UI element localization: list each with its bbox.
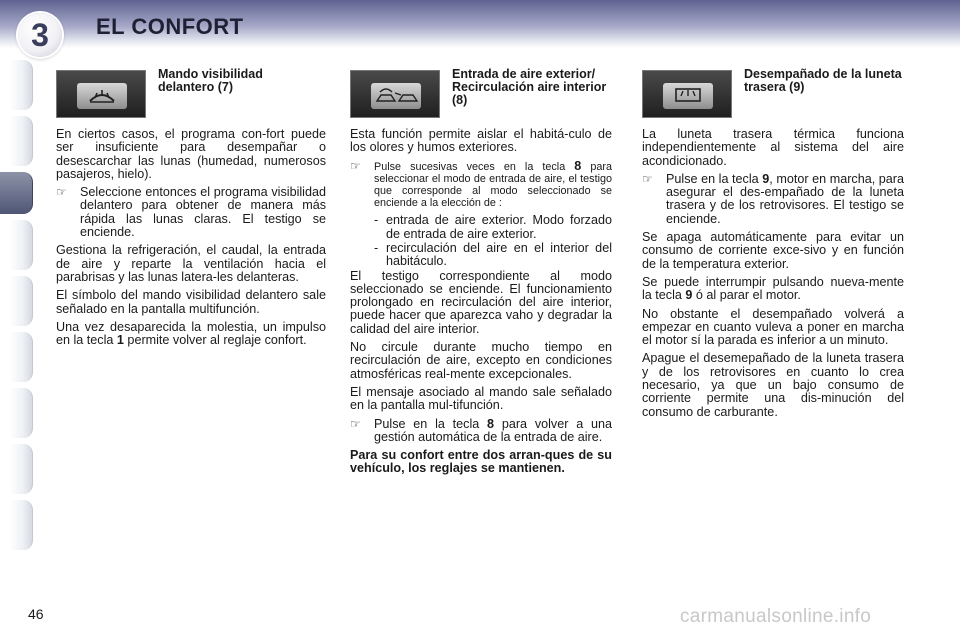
side-tab-1[interactable]: [10, 60, 33, 110]
section-heading: Entrada de aire exterior/ Recirculación aire interior (8): [452, 67, 607, 107]
side-tab-4[interactable]: [10, 220, 33, 270]
option-item: [374, 214, 612, 241]
rear-window-demist-icon: [642, 70, 732, 118]
paragraph: La luneta trasera térmica funciona independientemente al sistema del aire acondicionado.: [642, 127, 904, 168]
paragraph: No obstante el desempañado volverá a empezar en cuanto vuleva a poner en marcha el motor sí la parada es inferior a un minuto.: [642, 306, 904, 348]
side-tab-9[interactable]: [10, 500, 33, 550]
pointing-hand-icon: ☞: [56, 185, 67, 200]
air-recirculation-icon: [350, 70, 440, 118]
key-number: 8: [487, 416, 495, 431]
paragraph: Gestiona la refrigeración, el caudal, la entrada de aire y reparte la ventilación hacia el parabrisas y las lunas latera-les delanteras.: [56, 243, 326, 284]
text-fragment: Pulse sucesivas veces en la tecla: [374, 160, 575, 173]
paragraph: [642, 276, 904, 303]
section-body: [642, 128, 904, 424]
side-tab-3-active[interactable]: [0, 172, 33, 214]
key-number: 8: [574, 158, 582, 173]
key-number: 1: [116, 333, 124, 348]
paragraph: El símbolo del mando visibilidad delantero sale señalado en la pantalla multifunción.: [56, 288, 326, 316]
chapter-number-badge: [18, 13, 62, 57]
windscreen-symbol: [57, 71, 147, 119]
section-body: [350, 128, 612, 481]
paragraph: Se apaga automáticamente para evitar un consumo de corriente exce-sivo y en función de la temperatura exterior.: [642, 230, 904, 271]
bullet-text: [374, 160, 612, 210]
paragraph: En ciertos casos, el programa con-fort puede ser insuficiente para desempañar o desescarchar las lunas (humedad, numerosos pasajeros, hielo).: [56, 127, 326, 181]
text-fragment: ó al parar el motor.: [692, 288, 801, 303]
side-tab-5[interactable]: [10, 276, 33, 326]
instruction-bullet: [642, 173, 904, 226]
text-fragment: Una vez desaparecida la molestia, un impulso en la tecla: [56, 319, 326, 348]
pointing-hand-icon: ☞: [642, 171, 653, 186]
instruction-bullet: [350, 418, 612, 445]
watermark: carmanualsonline.info: [680, 606, 872, 627]
rear-window-symbol: [643, 71, 733, 119]
option-text: recirculación del aire en el interior del habitáculo.: [386, 241, 612, 269]
note-paragraph: El testigo correspondiente al modo seleccionado se enciende. El funcionamiento prolongado en recirculación del aire interior, puede hacer que aparezca vaho y degradar la calidad del aire interior.: [350, 268, 612, 336]
front-windscreen-demist-icon: [56, 70, 146, 118]
closing-note: Para su confort entre dos arran-ques de su vehículo, los reglajes se mantienen.: [350, 448, 612, 476]
paragraph: Apague el desemepañado de la luneta trasera y de los retrovisores en cuanto lo crea necesario, ya que un bajo consumo de corriente permite una dis-minución del consumo de carburante.: [642, 351, 904, 419]
paragraph: Esta función permite aislar el habitá-culo de los olores y humos exteriores.: [350, 127, 612, 155]
text-fragment: para volver a una gestión automática de la entrada de aire.: [374, 416, 612, 444]
text-fragment: permite volver al reglaje confort.: [123, 333, 307, 348]
chapter-side-tabs: [0, 60, 34, 580]
text-fragment: Pulse en la tecla: [374, 416, 488, 431]
page-number: 46: [28, 606, 44, 622]
side-tab-2[interactable]: [10, 116, 33, 166]
text-fragment: , motor en marcha, para asegurar el des-empañado de la luneta trasera y de los retrovisores. El testigo se enciende.: [666, 171, 904, 226]
side-tab-6[interactable]: [10, 332, 33, 382]
pointing-hand-icon: ☞: [350, 416, 361, 431]
dash-marker: -: [374, 213, 379, 228]
dash-marker: -: [374, 241, 379, 255]
recirculation-symbol: [351, 71, 441, 119]
pointing-hand-icon: ☞: [350, 158, 361, 173]
side-tab-8[interactable]: [10, 444, 33, 494]
instruction-bullet: [350, 160, 612, 210]
page-title: EL CONFORT: [96, 14, 244, 39]
option-item: [374, 242, 612, 269]
option-text: entrada de aire exterior. Modo forzado de entrada de aire exterior.: [386, 213, 612, 241]
note-paragraph: El mensaje asociado al mando sale señalado en la pantalla mul-tifunción.: [350, 384, 612, 413]
side-tab-7[interactable]: [10, 388, 33, 438]
text-fragment: Pulse en la tecla: [666, 171, 763, 186]
text-fragment: Se puede interrumpir pulsando nueva-mente la tecla: [642, 274, 904, 303]
bullet-text: [374, 418, 612, 445]
paragraph: [56, 321, 326, 348]
note-paragraph: No circule durante mucho tiempo en recirculación de aire, excepto en condiciones atmosféricas real-mente excepcionales.: [350, 340, 612, 381]
instruction-bullet: [56, 186, 326, 239]
chapter-number: 3: [31, 16, 49, 53]
section-heading: Mando visibilidad delantero (7): [158, 67, 263, 94]
bullet-text: [666, 173, 904, 226]
section-heading: Desempañado de la luneta trasera (9): [744, 67, 902, 94]
bullet-text: Seleccione entonces el programa visibilidad delantero para obtener de manera más rápida las lunas claras. El testigo se enciende.: [80, 185, 326, 240]
key-number: 9: [762, 171, 770, 186]
text-fragment: para seleccionar el modo de entrada de aire, el testigo que corresponde al modo seleccionado se enciende a la elección de :: [374, 160, 612, 210]
section-body: [56, 128, 326, 352]
key-number: 9: [685, 288, 693, 303]
